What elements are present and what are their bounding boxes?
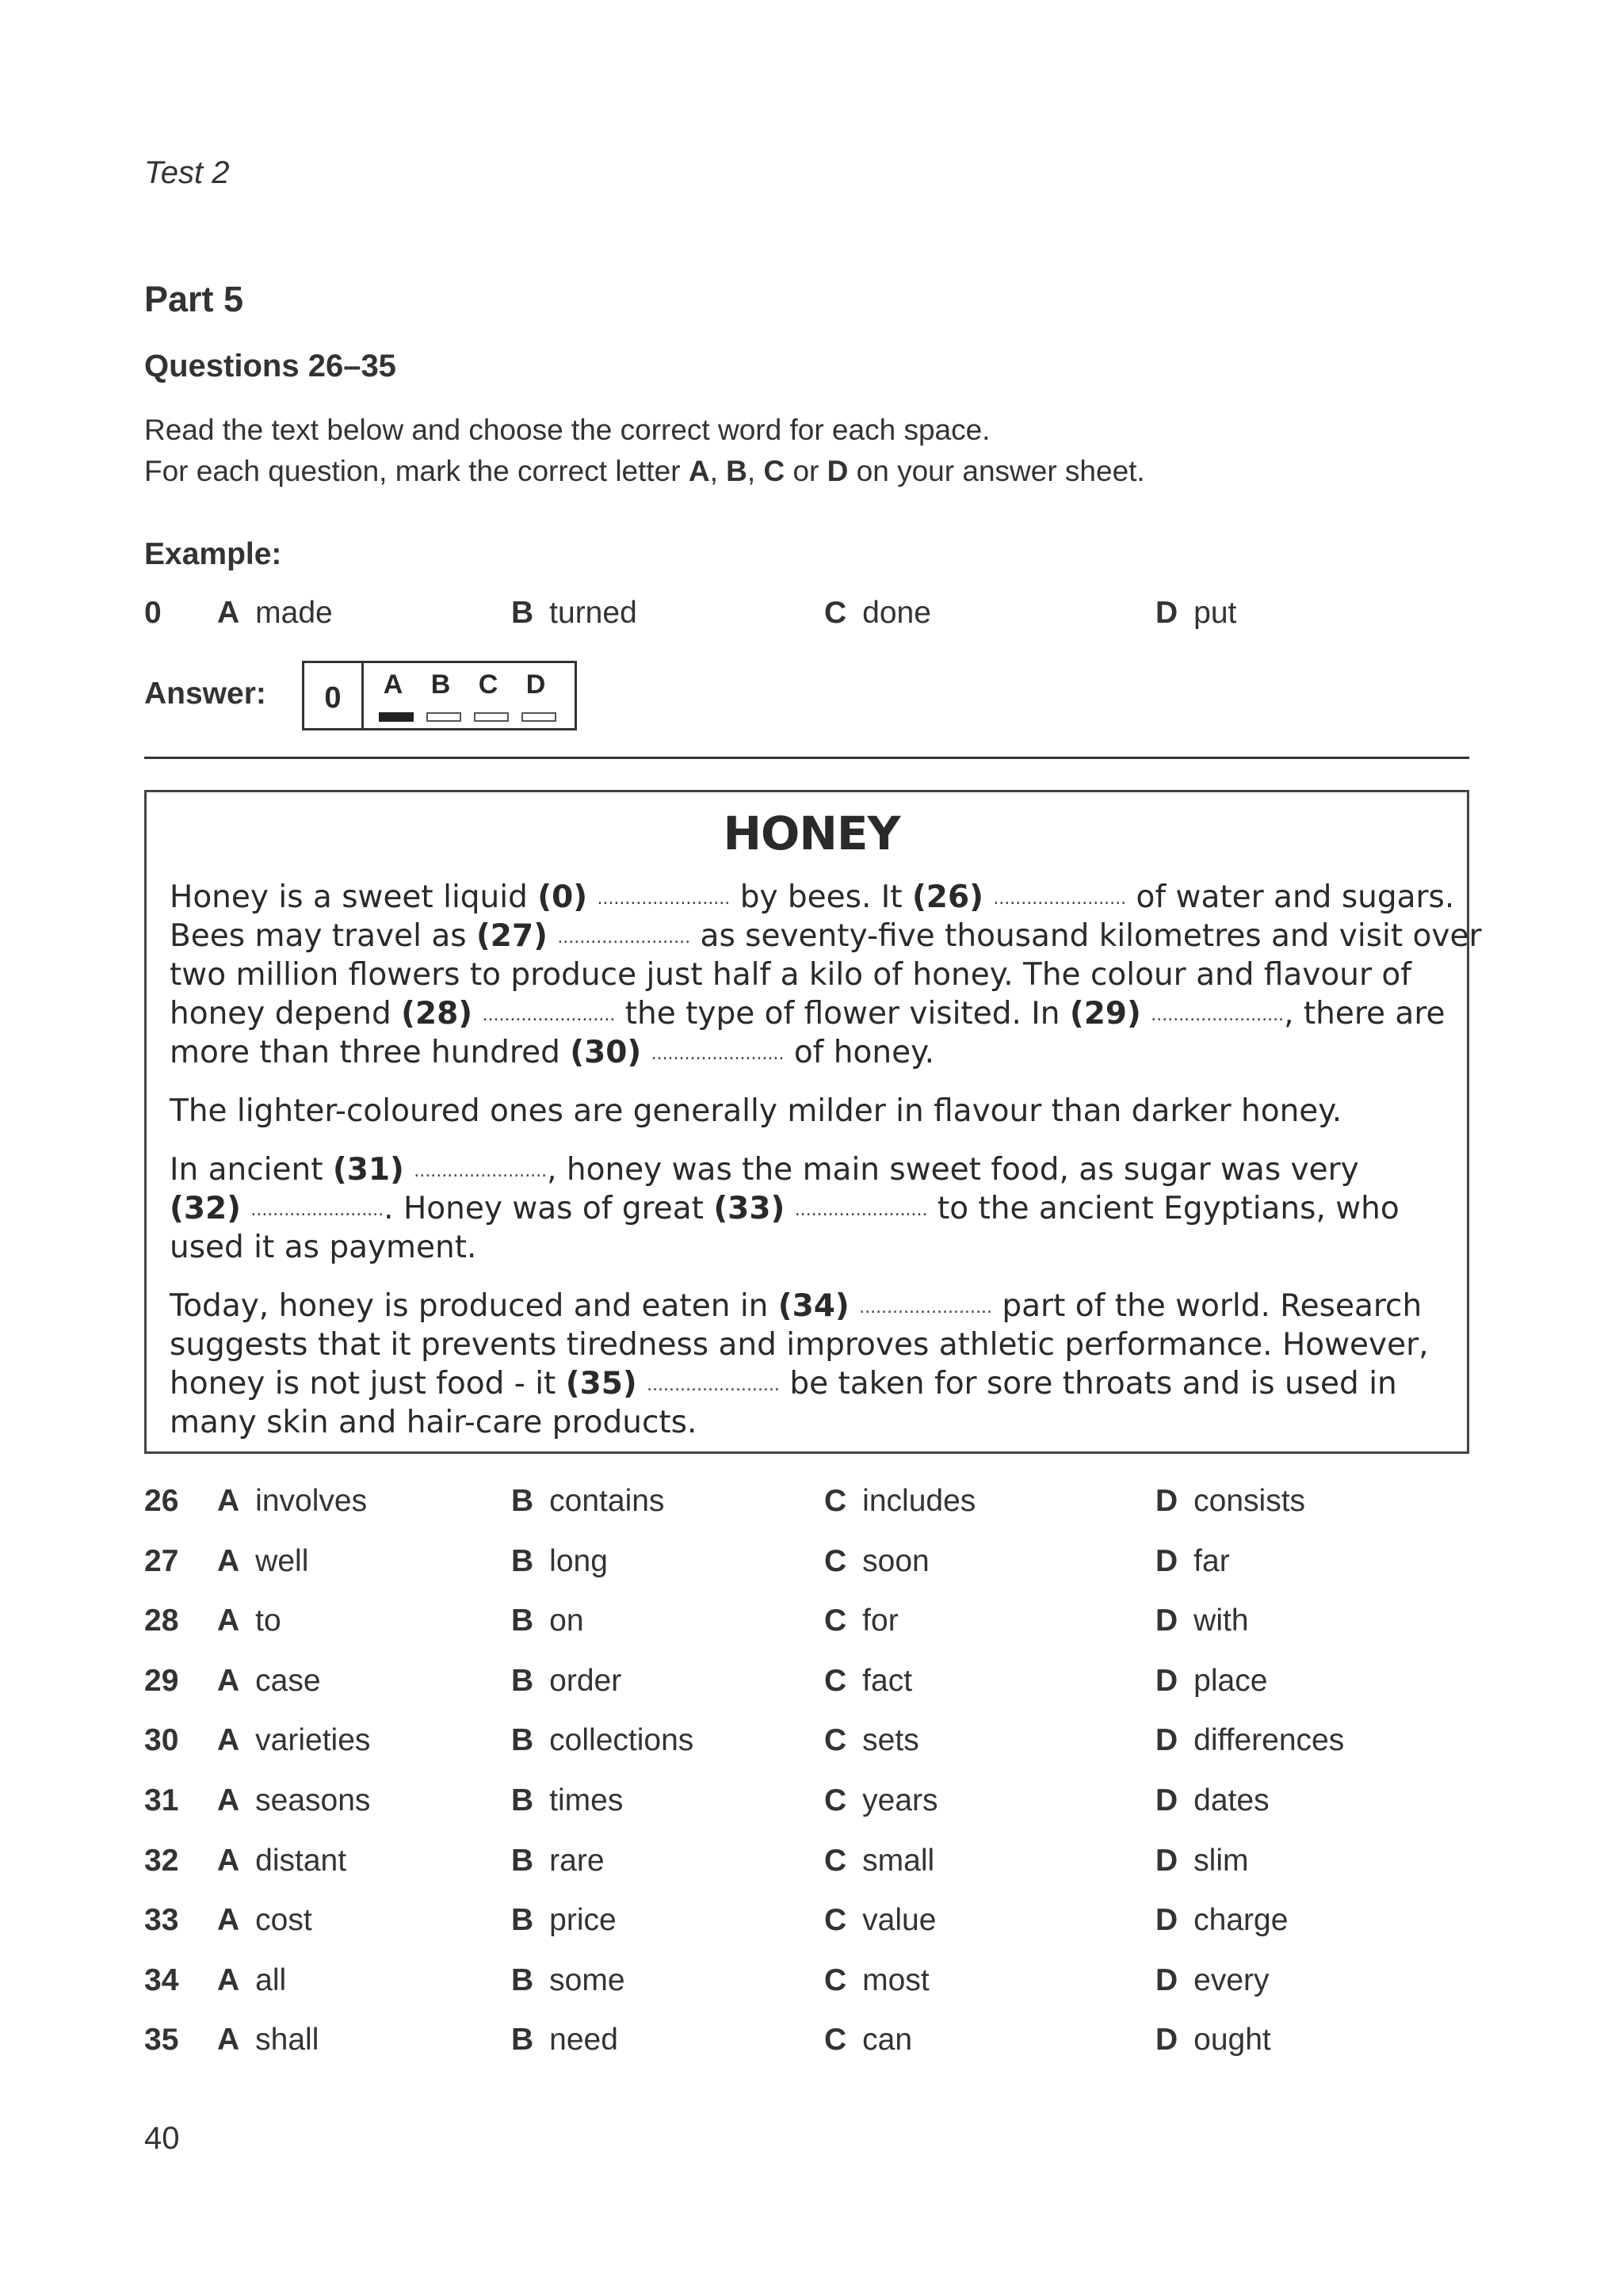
passage-line: honey depend (28) ........................ the type of flower visited. In (29) ........................, there are bbox=[170, 996, 1445, 1032]
option-c: C soon bbox=[824, 1543, 930, 1578]
question-number: 32 bbox=[144, 1843, 179, 1878]
gap-number: (34) bbox=[777, 1288, 850, 1324]
answer-col-b: B bbox=[430, 669, 451, 700]
gap-number: (26) bbox=[911, 879, 983, 915]
question-row-34 bbox=[0, 1963, 1623, 2019]
option-d: D far bbox=[1155, 1543, 1230, 1578]
example-option-c: C done bbox=[824, 596, 931, 630]
page-number: 40 bbox=[144, 2121, 180, 2156]
option-d: D ought bbox=[1155, 2023, 1271, 2058]
question-number: 27 bbox=[144, 1543, 179, 1578]
answer-mark-b bbox=[426, 712, 461, 722]
example-answer-box bbox=[302, 661, 577, 730]
option-a: A involves bbox=[217, 1484, 368, 1518]
question-row-32 bbox=[0, 1844, 1623, 1899]
option-d: D consists bbox=[1155, 1484, 1306, 1518]
passage-line: two million flowers to produce just half a kilo of honey. The colour and flavour of bbox=[170, 957, 1412, 993]
question-row-30 bbox=[0, 1723, 1623, 1779]
answer-gap: ........................ bbox=[250, 1200, 384, 1220]
example-option-d: D put bbox=[1155, 596, 1237, 630]
passage-line: Honey is a sweet liquid (0) ........................ by bees. It (26) ........................ of water and sugars. bbox=[170, 879, 1455, 915]
instruction-letter-d: D bbox=[827, 455, 849, 487]
option-c: C can bbox=[824, 2023, 913, 2058]
instruction-letter-c: C bbox=[763, 455, 785, 487]
question-number: 28 bbox=[144, 1604, 179, 1638]
answer-mark-c bbox=[474, 712, 509, 722]
option-d: D dates bbox=[1155, 1783, 1270, 1817]
example-option-b: B turned bbox=[511, 596, 637, 630]
answer-gap: ........................ bbox=[993, 889, 1127, 909]
option-a: A cost bbox=[217, 1903, 312, 1938]
passage-line: many skin and hair-care products. bbox=[170, 1405, 697, 1440]
option-b: B contains bbox=[511, 1484, 665, 1518]
question-number: 29 bbox=[144, 1663, 179, 1698]
part-title: Part 5 bbox=[144, 279, 244, 319]
instruction-line-1: Read the text below and choose the correct word for each space. bbox=[144, 414, 991, 446]
gap-number: (30) bbox=[570, 1035, 642, 1070]
answer-gap: ........................ bbox=[414, 1161, 548, 1181]
question-row-31 bbox=[0, 1783, 1623, 1839]
question-number: 34 bbox=[144, 1962, 179, 1997]
question-row-33 bbox=[0, 1903, 1623, 1958]
option-c: C for bbox=[824, 1604, 899, 1638]
instruction-letter-a: A bbox=[688, 455, 710, 487]
example-option-a: A made bbox=[217, 596, 333, 630]
option-c: C value bbox=[824, 1903, 937, 1938]
question-number: 31 bbox=[144, 1783, 179, 1817]
gap-number: (33) bbox=[713, 1191, 785, 1226]
passage-line: In ancient (31) ........................, honey was the main sweet food, as sugar was very bbox=[170, 1152, 1359, 1188]
example-options-row bbox=[0, 596, 1623, 651]
questions-title: Questions 26–35 bbox=[144, 349, 396, 383]
option-d: D every bbox=[1155, 1962, 1270, 1997]
option-b: B some bbox=[511, 1962, 625, 1997]
instruction-letter-b: B bbox=[726, 455, 747, 487]
answer-gap: ........................ bbox=[651, 1044, 785, 1064]
test-label: Test 2 bbox=[144, 155, 230, 190]
answer-gap: ........................ bbox=[1151, 1005, 1285, 1025]
answer-gap: ........................ bbox=[859, 1298, 992, 1318]
answer-label: Answer: bbox=[144, 677, 266, 711]
question-row-35 bbox=[0, 2023, 1623, 2078]
passage-line: suggests that it prevents tiredness and improves athletic performance. However, bbox=[170, 1327, 1429, 1363]
answer-mark-d bbox=[521, 712, 556, 722]
option-c: C most bbox=[824, 1962, 930, 1997]
passage-line: (32) ......................... Honey was of great (33) ........................ to the ancient Egyptians, who bbox=[170, 1191, 1400, 1226]
question-row-27 bbox=[0, 1544, 1623, 1600]
answer-col-a: A bbox=[383, 669, 403, 700]
option-b: B price bbox=[511, 1903, 617, 1938]
option-c: C years bbox=[824, 1783, 938, 1817]
question-number: 30 bbox=[144, 1723, 179, 1758]
gap-number: (0) bbox=[537, 879, 588, 915]
instruction-line-2: For each question, mark the correct letter A, B, C or D on your answer sheet. bbox=[144, 455, 1145, 487]
example-number: 0 bbox=[144, 596, 162, 630]
answer-box-number: 0 bbox=[304, 663, 364, 728]
option-b: B long bbox=[511, 1543, 608, 1578]
gap-number: (32) bbox=[170, 1191, 241, 1226]
option-d: D differences bbox=[1155, 1723, 1345, 1758]
question-number: 35 bbox=[144, 2023, 179, 2058]
option-d: D with bbox=[1155, 1604, 1249, 1638]
option-c: C small bbox=[824, 1843, 935, 1878]
option-b: B times bbox=[511, 1783, 624, 1817]
answer-gap: ........................ bbox=[647, 1375, 780, 1395]
option-b: B order bbox=[511, 1663, 622, 1698]
answer-gap: ........................ bbox=[557, 928, 691, 948]
option-a: A all bbox=[217, 1962, 287, 1997]
option-b: B need bbox=[511, 2023, 618, 2058]
answer-col-d: D bbox=[525, 669, 546, 700]
passage-line: Bees may travel as (27) ........................ as seventy-five thousand kilometres and visit over bbox=[170, 918, 1482, 954]
option-c: C includes bbox=[824, 1484, 976, 1518]
option-c: C sets bbox=[824, 1723, 919, 1758]
question-number: 26 bbox=[144, 1484, 179, 1518]
option-a: A varieties bbox=[217, 1723, 371, 1758]
option-b: B collections bbox=[511, 1723, 694, 1758]
option-b: B rare bbox=[511, 1843, 605, 1878]
passage-line: more than three hundred (30) ........................ of honey. bbox=[170, 1035, 935, 1070]
answer-col-c: C bbox=[478, 669, 498, 700]
answer-gap: ........................ bbox=[482, 1005, 616, 1025]
question-row-29 bbox=[0, 1664, 1623, 1719]
section-divider bbox=[144, 757, 1469, 759]
passage-line: used it as payment. bbox=[170, 1230, 477, 1265]
answer-mark-a bbox=[379, 712, 414, 722]
question-number: 33 bbox=[144, 1903, 179, 1938]
gap-number: (28) bbox=[401, 996, 473, 1032]
gap-number: (35) bbox=[565, 1366, 637, 1402]
instruction-prefix: For each question, mark the correct letter bbox=[144, 455, 689, 487]
question-row-28 bbox=[0, 1604, 1623, 1659]
option-a: A shall bbox=[217, 2023, 319, 2058]
answer-gap: ........................ bbox=[794, 1200, 928, 1220]
option-c: C fact bbox=[824, 1663, 913, 1698]
question-row-26 bbox=[0, 1484, 1623, 1539]
option-d: D charge bbox=[1155, 1903, 1289, 1938]
gap-number: (27) bbox=[475, 918, 548, 954]
option-a: A well bbox=[217, 1543, 309, 1578]
passage-line: Today, honey is produced and eaten in (34) ........................ part of the world. Research bbox=[170, 1288, 1423, 1324]
passage-line: The lighter-coloured ones are generally milder in flavour than darker honey. bbox=[170, 1093, 1342, 1129]
gap-number: (29) bbox=[1069, 996, 1141, 1032]
option-b: B on bbox=[511, 1604, 584, 1638]
option-a: A seasons bbox=[217, 1783, 371, 1817]
option-d: D slim bbox=[1155, 1843, 1249, 1878]
example-label: Example: bbox=[144, 537, 282, 571]
gap-number: (31) bbox=[332, 1152, 404, 1188]
passage-title: HONEY bbox=[723, 807, 900, 860]
option-d: D place bbox=[1155, 1663, 1268, 1698]
passage-line: honey is not just food - it (35) ........................ be taken for sore throats and is used in bbox=[170, 1366, 1397, 1402]
instruction-suffix: on your answer sheet. bbox=[848, 455, 1145, 487]
option-a: A to bbox=[217, 1604, 281, 1638]
option-a: A case bbox=[217, 1663, 321, 1698]
option-a: A distant bbox=[217, 1843, 347, 1878]
answer-gap: ........................ bbox=[597, 889, 731, 909]
